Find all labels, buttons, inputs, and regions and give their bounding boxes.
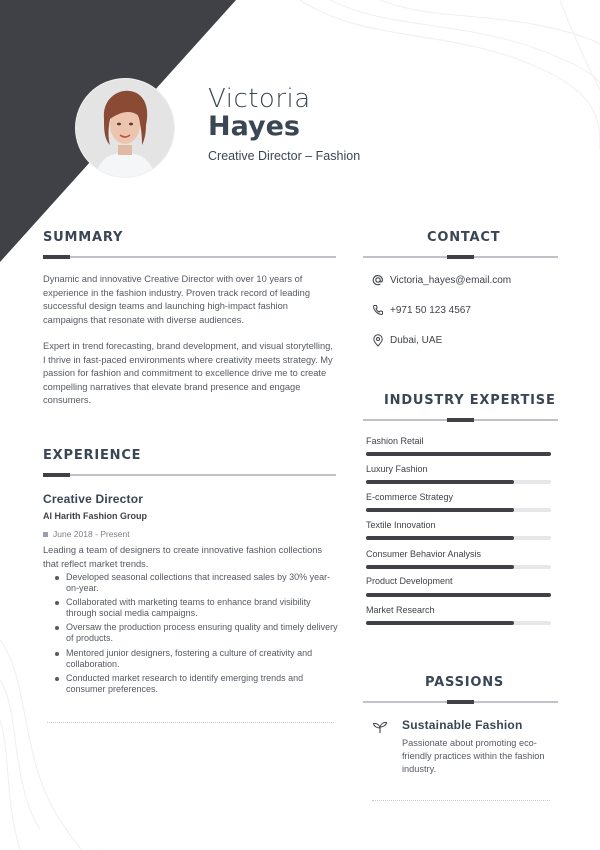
location-text: Dubai, UAE	[390, 334, 443, 346]
skill-bar	[366, 536, 551, 540]
skill-label: E-commerce Strategy	[366, 492, 454, 502]
avatar	[76, 79, 174, 177]
phone-icon	[372, 304, 384, 316]
experience-divider	[43, 474, 336, 476]
skill-label: Textile Innovation	[366, 520, 436, 530]
skill-label: Product Development	[366, 576, 453, 586]
experience-heading: EXPERIENCE	[43, 448, 142, 463]
first-name: Victoria	[208, 84, 311, 114]
expertise-heading: INDUSTRY EXPERTISE	[384, 393, 556, 408]
skill-bar-fill	[366, 621, 514, 625]
list-item: Collaborated with marketing teams to enhance brand visibility through social media campaigns.	[55, 597, 340, 619]
experience-role: Creative Director	[43, 492, 144, 506]
skill-label: Fashion Retail	[366, 436, 424, 446]
contact-location	[372, 332, 442, 348]
passions-heading: PASSIONS	[425, 675, 505, 690]
experience-end-divider	[47, 722, 334, 723]
skill-bar	[366, 452, 551, 456]
contact-heading: CONTACT	[427, 230, 501, 245]
list-item: Oversaw the production process ensuring quality and timely delivery of products.	[55, 622, 340, 644]
skill-bar-fill	[366, 593, 551, 597]
experience-dates	[43, 529, 130, 539]
experience-dates-text: June 2018 - Present	[53, 529, 130, 539]
skill-bar	[366, 480, 551, 484]
list-item: Conducted market research to identify emerging trends and consumer preferences.	[55, 673, 340, 695]
contact-divider-accent	[447, 255, 474, 259]
experience-company: Al Harith Fashion Group	[43, 511, 148, 521]
contact-phone[interactable]	[372, 302, 471, 318]
summary-divider	[43, 256, 336, 258]
skill-bar-fill	[366, 508, 514, 512]
leaf-sprout-icon	[372, 720, 388, 734]
skill-bar	[366, 593, 551, 597]
contact-email[interactable]	[372, 272, 511, 288]
expertise-divider-accent	[447, 418, 474, 422]
summary-heading: SUMMARY	[43, 230, 124, 245]
skill-bar	[366, 621, 551, 625]
skill-bar	[366, 508, 551, 512]
email-text: Victoria_hayes@email.com	[390, 274, 512, 286]
map-pin-icon	[372, 334, 384, 347]
passion-description: Passionate about promoting eco-friendly practices within the fashion industry.	[402, 738, 545, 775]
summary-divider-accent	[43, 255, 70, 259]
portrait-photo	[76, 79, 174, 177]
job-title: Creative Director – Fashion	[208, 149, 361, 163]
summary-paragraph-2: Expert in trend forecasting, brand development, and visual storytelling, I thrive in fast-paced environments where creativity meets strategy. My passion for fashion and commitment to excellence drive me to create compelling narratives that elevate brand presence and engage consumers.	[43, 341, 333, 405]
passions-divider-accent	[447, 700, 474, 704]
list-item: Developed seasonal collections that increased sales by 30% year-on-year.	[55, 572, 340, 594]
experience-divider-accent	[43, 473, 70, 477]
experience-description: Leading a team of designers to create innovative fashion collections that reflect market trends.	[43, 545, 323, 569]
skill-bar-fill	[366, 565, 514, 569]
experience-bullets	[55, 572, 340, 698]
at-icon	[372, 274, 384, 286]
skill-bar-fill	[366, 536, 514, 540]
last-name: Hayes	[208, 111, 300, 142]
phone-text: +971 50 123 4567	[390, 304, 471, 316]
passion-title: Sustainable Fashion	[402, 718, 523, 732]
passions-end-divider	[372, 800, 550, 801]
skill-bar-fill	[366, 480, 514, 484]
calendar-square-icon	[43, 532, 48, 537]
list-item: Mentored junior designers, fostering a culture of creativity and collaboration.	[55, 648, 340, 670]
skill-label: Consumer Behavior Analysis	[366, 549, 482, 559]
skill-bar	[366, 565, 551, 569]
skill-label: Market Research	[366, 605, 435, 615]
skill-bar-fill	[366, 452, 551, 456]
skill-label: Luxury Fashion	[366, 464, 428, 474]
summary-paragraph-1: Dynamic and innovative Creative Director with over 10 years of experience in the fashion industry. Proven track record of leading successful design teams and launching high-impact fashion campaigns that resonate with diverse audiences.	[43, 274, 311, 325]
